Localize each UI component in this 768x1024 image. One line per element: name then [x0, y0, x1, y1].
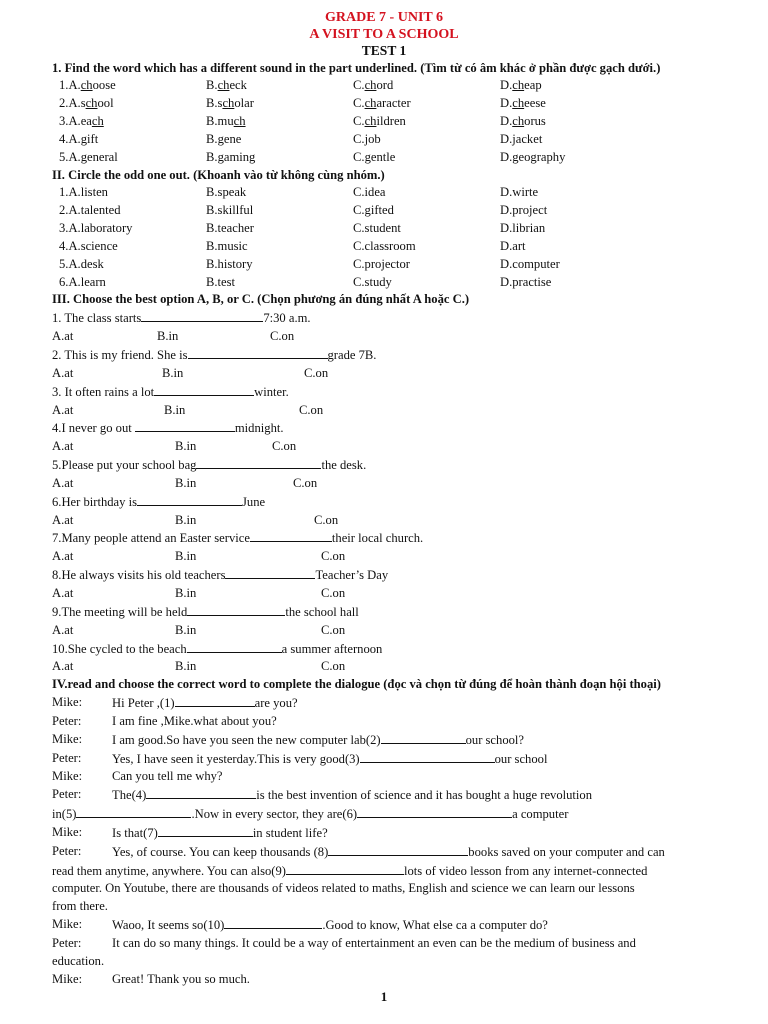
- option-c[interactable]: C.on: [321, 549, 346, 564]
- word-option[interactable]: B.check: [206, 78, 247, 93]
- option-row: [0, 238, 768, 256]
- question-text: winter.: [254, 384, 289, 399]
- word-option[interactable]: C.children: [353, 114, 406, 129]
- answer-blank[interactable]: [187, 640, 282, 653]
- test-title: TEST 1: [361, 43, 407, 58]
- blank-3[interactable]: [360, 750, 495, 763]
- option-row: [0, 77, 768, 95]
- word-option[interactable]: 3.A.laboratory: [59, 221, 133, 236]
- dialogue-text: I am fine ,Mike.what about you?: [112, 713, 277, 728]
- answer-options: [0, 438, 768, 456]
- word-option[interactable]: C.chord: [353, 78, 394, 93]
- option-row: [0, 149, 768, 167]
- answer-options: [0, 658, 768, 676]
- grade-unit-title: GRADE 7 - UNIT 6: [325, 10, 443, 25]
- question-text: 1. The class starts: [52, 311, 142, 326]
- blank-4[interactable]: [146, 786, 256, 799]
- dialogue-line: [0, 916, 768, 935]
- option-a[interactable]: A.at: [52, 585, 74, 600]
- blank-6[interactable]: [357, 805, 512, 818]
- dialogue-continuation: [0, 805, 768, 824]
- option-b[interactable]: B.in: [175, 439, 197, 454]
- option-row: [0, 131, 768, 149]
- speaker: Mike:: [52, 917, 83, 932]
- dialogue-text: The(4): [112, 788, 147, 803]
- dialogue-line: [0, 694, 768, 713]
- question-text: midnight.: [234, 421, 284, 436]
- word-option[interactable]: B.skillful: [206, 203, 254, 218]
- dialogue-text: Waoo, It seems so(10): [112, 918, 225, 933]
- word-option[interactable]: D.computer: [500, 256, 560, 271]
- option-a[interactable]: A.at: [52, 475, 74, 490]
- answer-options: [0, 512, 768, 530]
- speaker: Mike:: [52, 695, 83, 710]
- word-option[interactable]: 2.A.talented: [59, 203, 121, 218]
- dialogue-text: read them anytime, anywhere. You can also(9): [52, 863, 286, 878]
- section-1-options: [0, 77, 768, 166]
- answer-options: [0, 548, 768, 566]
- word-option[interactable]: 6.A.learn: [59, 274, 106, 289]
- speaker: Peter:: [52, 843, 82, 858]
- option-c[interactable]: C.on: [272, 439, 297, 454]
- answer-options: [0, 402, 768, 420]
- dialogue-text: Can you tell me why?: [112, 769, 223, 784]
- blank-5[interactable]: [76, 805, 191, 818]
- option-b[interactable]: B.in: [175, 585, 197, 600]
- question-text: 9.The meeting will be held: [52, 604, 188, 619]
- question-text: Teacher’s Day: [315, 568, 389, 583]
- question-text: a summer afternoon: [281, 641, 383, 656]
- dialogue-continuation: [0, 862, 768, 881]
- question: [0, 309, 768, 328]
- word-option[interactable]: B.test: [206, 274, 236, 289]
- question-text: the school hall: [285, 604, 359, 619]
- dialogue-text: our school: [494, 751, 548, 766]
- answer-blank[interactable]: [135, 419, 235, 432]
- word-option[interactable]: C.job: [353, 131, 381, 146]
- question-text: 4.I never go out: [52, 421, 135, 436]
- answer-blank[interactable]: [196, 456, 321, 469]
- word-option[interactable]: C.projector: [353, 256, 411, 271]
- dialogue-text: I am good.So have you seen the new computer lab(2): [112, 732, 381, 747]
- page-number: 1: [380, 989, 388, 1004]
- word-option[interactable]: 2.A.school: [59, 96, 114, 111]
- question: [0, 603, 768, 622]
- option-row: [0, 220, 768, 238]
- option-c[interactable]: C.on: [304, 365, 329, 380]
- speaker: Peter:: [52, 787, 82, 802]
- option-c[interactable]: C.on: [321, 659, 346, 674]
- answer-blank[interactable]: [137, 493, 242, 506]
- dialogue-line: [0, 971, 768, 989]
- option-b[interactable]: B.in: [175, 475, 197, 490]
- option-c[interactable]: C.on: [321, 622, 346, 637]
- word-option[interactable]: C.character: [353, 96, 411, 111]
- question-text: 8.He always visits his old teachers: [52, 568, 226, 583]
- option-row: [0, 202, 768, 220]
- option-c[interactable]: C.on: [270, 329, 295, 344]
- option-b[interactable]: B.in: [175, 659, 197, 674]
- word-option[interactable]: D.project: [500, 203, 548, 218]
- section-1-heading: 1. Find the word which has a different sound in the part underlined. (Tìm từ có âm khác ở phần được gạch dưới.): [52, 60, 661, 75]
- answer-blank[interactable]: [250, 529, 332, 542]
- question-text: the desk.: [321, 458, 367, 473]
- speaker: Mike:: [52, 971, 83, 986]
- option-b[interactable]: B.in: [175, 622, 197, 637]
- question-text: their local church.: [331, 531, 424, 546]
- word-option[interactable]: B.speak: [206, 185, 247, 200]
- answer-blank[interactable]: [187, 603, 285, 616]
- question-text: June: [242, 494, 266, 509]
- question-text: grade 7B.: [327, 348, 377, 362]
- question-text: 7:30 a.m.: [263, 311, 311, 326]
- blank-1[interactable]: [175, 694, 255, 707]
- option-c[interactable]: C.on: [321, 585, 346, 600]
- word-option[interactable]: D.wirte: [500, 185, 539, 200]
- option-b[interactable]: B.in: [175, 549, 197, 564]
- question-text: 6.Her birthday is: [52, 494, 137, 509]
- blank-2[interactable]: [381, 731, 466, 744]
- dialogue-text: is the best invention of science and it has bought a huge revolution: [256, 788, 593, 803]
- question: [0, 383, 768, 402]
- speaker: Mike:: [52, 824, 83, 839]
- worksheet-page: [0, 10, 768, 989]
- word-option[interactable]: C.gentle: [353, 149, 396, 164]
- dialogue-text: Yes, of course. You can keep thousands (8): [112, 844, 329, 859]
- word-option[interactable]: 3.A.each: [59, 114, 104, 129]
- section-3-questions: [0, 309, 768, 676]
- dialogue-text: in(5): [52, 807, 77, 822]
- word-option[interactable]: 4.A.science: [59, 238, 118, 253]
- option-a[interactable]: A.at: [52, 402, 74, 417]
- dialogue-continuation: education.: [52, 953, 105, 968]
- question-text: 10.She cycled to the beach: [52, 641, 187, 656]
- dialogue-line: [0, 843, 768, 862]
- word-option[interactable]: D.librian: [500, 221, 546, 236]
- word-option[interactable]: D.chorus: [500, 114, 546, 129]
- word-option[interactable]: 1.A.listen: [59, 185, 108, 200]
- dialogue-line: [0, 786, 768, 805]
- question: [0, 566, 768, 585]
- question-text: 5.Please put your school bag: [52, 458, 197, 473]
- speaker: Peter:: [52, 936, 82, 950]
- answer-options: [0, 365, 768, 383]
- section-2-heading: II. Circle the odd one out. (Khoanh vào từ không cùng nhóm.): [52, 167, 385, 182]
- section-4-heading: IV.read and choose the correct word to complete the dialogue (đọc và chọn từ đúng để hoàn thành đoạn hội thoại): [52, 677, 661, 692]
- option-a[interactable]: A.at: [52, 512, 74, 527]
- option-a[interactable]: A.at: [52, 549, 74, 564]
- question: [0, 640, 768, 659]
- answer-blank[interactable]: [154, 383, 254, 396]
- answer-blank[interactable]: [225, 566, 315, 579]
- dialogue-line: [0, 935, 768, 953]
- answer-options: [0, 475, 768, 493]
- dialogue-continuation: from there.: [52, 899, 108, 914]
- word-option[interactable]: 5.A.general: [59, 149, 118, 164]
- option-a[interactable]: A.at: [52, 659, 74, 674]
- dialogue-text: .Now in every sector, they are(6): [191, 807, 358, 822]
- word-option[interactable]: C.gifted: [353, 203, 394, 218]
- option-b[interactable]: B.in: [157, 329, 179, 344]
- question: [0, 529, 768, 548]
- dialogue-text: our school?: [465, 732, 524, 747]
- option-c[interactable]: C.on: [299, 402, 324, 417]
- question-text: 2. This is my friend. She is: [52, 348, 188, 362]
- option-c[interactable]: C.on: [314, 512, 339, 527]
- speaker: Peter:: [52, 713, 82, 728]
- word-option[interactable]: D.jacket: [500, 131, 543, 146]
- option-b[interactable]: B.in: [175, 512, 197, 527]
- word-option[interactable]: D.geography: [500, 149, 566, 164]
- dialogue-line: [0, 731, 768, 750]
- dialogue-text: in student life?: [252, 825, 328, 840]
- option-row: [0, 274, 768, 292]
- option-row: [0, 95, 768, 113]
- word-option[interactable]: C.idea: [353, 185, 386, 200]
- option-c[interactable]: C.on: [293, 475, 318, 490]
- word-option[interactable]: B.scholar: [206, 96, 254, 111]
- dialogue-line: [0, 768, 768, 786]
- dialogue-text: Hi Peter ,(1): [112, 696, 175, 711]
- question: [0, 419, 768, 438]
- option-b[interactable]: B.in: [164, 402, 186, 417]
- word-option[interactable]: B.history: [206, 256, 253, 271]
- word-option[interactable]: 1.A.choose: [59, 78, 116, 93]
- answer-blank[interactable]: [188, 346, 328, 359]
- word-option[interactable]: C.classroom: [353, 238, 416, 253]
- question: [0, 346, 768, 365]
- word-option[interactable]: B.gaming: [206, 149, 256, 164]
- answer-blank[interactable]: [141, 309, 263, 322]
- speaker: Peter:: [52, 750, 82, 765]
- dialogue-text: It can do so many things. It could be a way of entertainment an even can be the medium of business and: [112, 936, 636, 950]
- word-option[interactable]: D.cheap: [500, 78, 542, 93]
- word-option[interactable]: B.music: [206, 238, 248, 253]
- option-a[interactable]: A.at: [52, 329, 74, 344]
- word-option[interactable]: B.teacher: [206, 221, 254, 236]
- dialogue-text: Is that(7): [112, 825, 158, 840]
- dialogue-line: [0, 824, 768, 843]
- dialogue-text: .Good to know, What else ca a computer do?: [322, 918, 548, 933]
- word-option[interactable]: C.student: [353, 221, 401, 236]
- question-text: 7.Many people attend an Easter service: [52, 531, 250, 546]
- speaker: Mike:: [52, 731, 83, 746]
- blank-10[interactable]: [224, 916, 322, 929]
- question: [0, 456, 768, 475]
- dialogue-continuation: computer. On Youtube, there are thousands of videos related to maths, English and science we can learn our lessons: [52, 881, 635, 896]
- answer-options: [0, 585, 768, 603]
- word-option[interactable]: B.much: [206, 114, 246, 129]
- option-row: [0, 113, 768, 131]
- word-option[interactable]: D.cheese: [500, 96, 546, 111]
- question-text: 3. It often rains a lot: [52, 384, 155, 399]
- lesson-title: A VISIT TO A SCHOOL: [309, 26, 459, 42]
- dialogue-text: a computer: [512, 807, 569, 822]
- dialogue-line: [0, 713, 768, 731]
- speaker: Mike:: [52, 769, 83, 784]
- word-option[interactable]: 5.A.desk: [59, 256, 104, 271]
- dialogue-text: books saved on your computer and can: [468, 844, 665, 859]
- word-option[interactable]: D.art: [500, 238, 526, 253]
- option-a[interactable]: A.at: [52, 622, 74, 637]
- blank-8[interactable]: [328, 843, 468, 856]
- word-option[interactable]: 4.A.gift: [59, 131, 99, 146]
- option-row: [0, 184, 768, 202]
- answer-options: [0, 328, 768, 346]
- section-2-options: [0, 184, 768, 291]
- dialogue-text: Great! Thank you so much.: [112, 971, 250, 986]
- blank-7[interactable]: [158, 824, 253, 837]
- option-a[interactable]: A.at: [52, 439, 74, 454]
- word-option[interactable]: D.practise: [500, 274, 552, 289]
- answer-options: [0, 622, 768, 640]
- dialogue: [0, 694, 768, 989]
- option-row: [0, 256, 768, 274]
- dialogue-text: lots of video lesson from any internet-connected: [403, 863, 648, 878]
- section-3-heading: III. Choose the best option A, B, or C. (Chọn phương án đúng nhất A hoặc C.): [52, 292, 470, 307]
- word-option[interactable]: B.gene: [206, 131, 242, 146]
- option-b[interactable]: B.in: [162, 365, 184, 380]
- dialogue-line: [0, 750, 768, 769]
- word-option[interactable]: C.study: [353, 274, 392, 289]
- option-a[interactable]: A.at: [52, 365, 74, 380]
- dialogue-text: are you?: [254, 696, 298, 711]
- blank-9[interactable]: [286, 862, 404, 875]
- dialogue-text: Yes, I have seen it yesterday.This is very good(3): [112, 751, 360, 766]
- question: [0, 493, 768, 512]
